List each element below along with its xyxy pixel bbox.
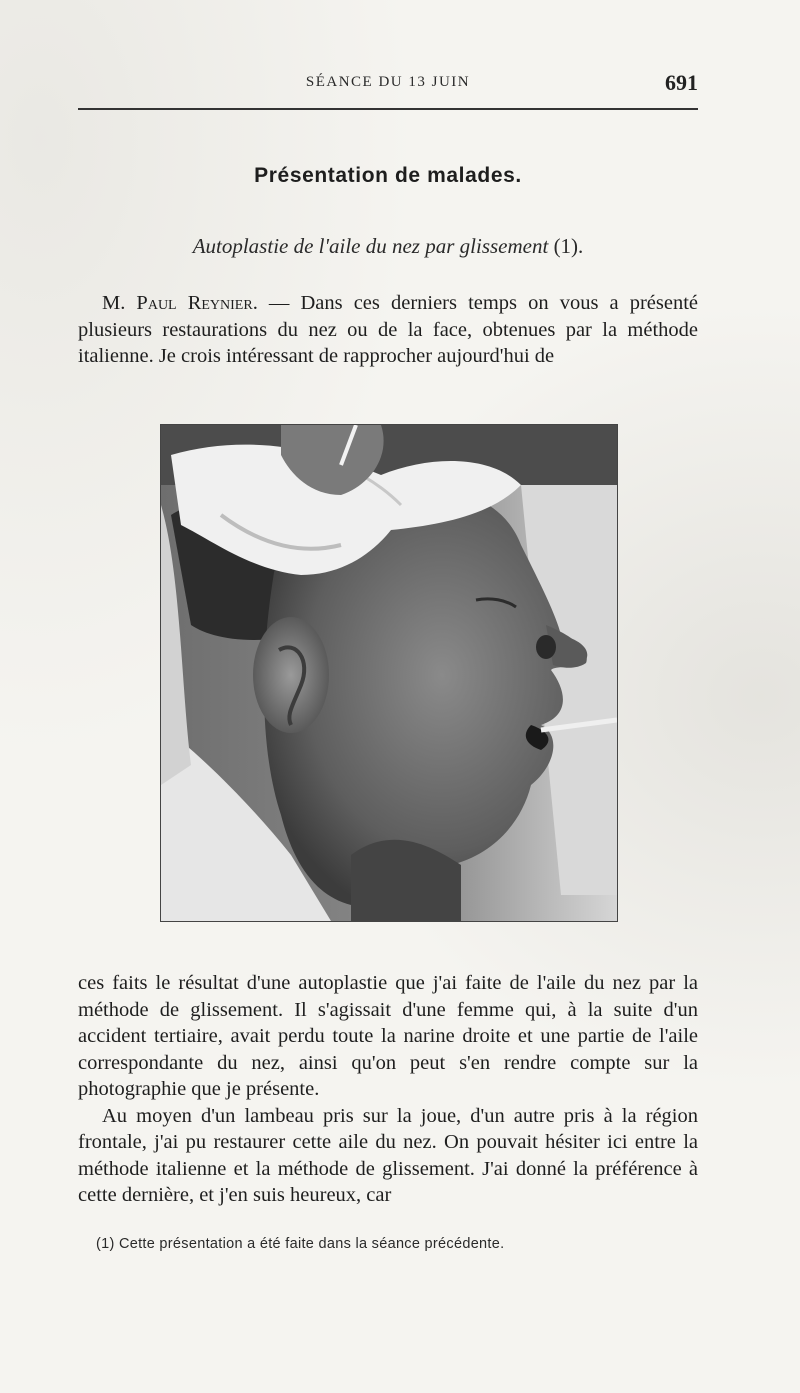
page-number: 691	[665, 70, 698, 95]
section-title: Présentation de malades.	[254, 164, 522, 187]
running-header	[78, 70, 698, 98]
subtitle-text: Autoplastie de l'aile du nez par glissement	[192, 234, 549, 258]
subtitle-note-ref: (1).	[553, 234, 584, 258]
paragraph-continuation: ces faits le résultat d'une autoplastie que j'ai faite de l'aile du nez par la méthode de glissement. Il s'agissait d'une femme qui, à la suite d'un accident tertiaire, avait perdu toute la narine droite et une partie de l'aile correspondante du nez, ainsi qu'on peut s'en rendre compte sur la photographie que je présente.	[78, 972, 698, 1100]
header-rule	[78, 108, 698, 110]
running-title: SÉANCE DU 13 JUIN	[305, 74, 471, 90]
article-subtitle	[78, 234, 698, 259]
footnote: (1) Cette présentation a été faite dans la séance précédente.	[96, 1236, 505, 1252]
paragraph-body	[78, 970, 698, 1209]
paragraph-intro-text: — Dans ces derniers temps on vous a présenté plusieurs restaurations du nez ou de la face, obtenues par la méthode italienne. Je crois intéressant de rapprocher aujourd'hui de	[78, 292, 698, 367]
patient-photograph	[160, 424, 618, 922]
speaker-name: M. Paul Reynier.	[102, 292, 258, 314]
paragraph-intro	[78, 290, 698, 370]
paragraph-method: Au moyen d'un lambeau pris sur la joue, d'un autre pris à la région frontale, j'ai pu restaurer cette aile du nez. On pouvait hésiter ici entre la méthode italienne et la méthode de glissement. J'ai donné la préférence à cette dernière, et j'en suis heureux, car	[78, 1104, 698, 1206]
